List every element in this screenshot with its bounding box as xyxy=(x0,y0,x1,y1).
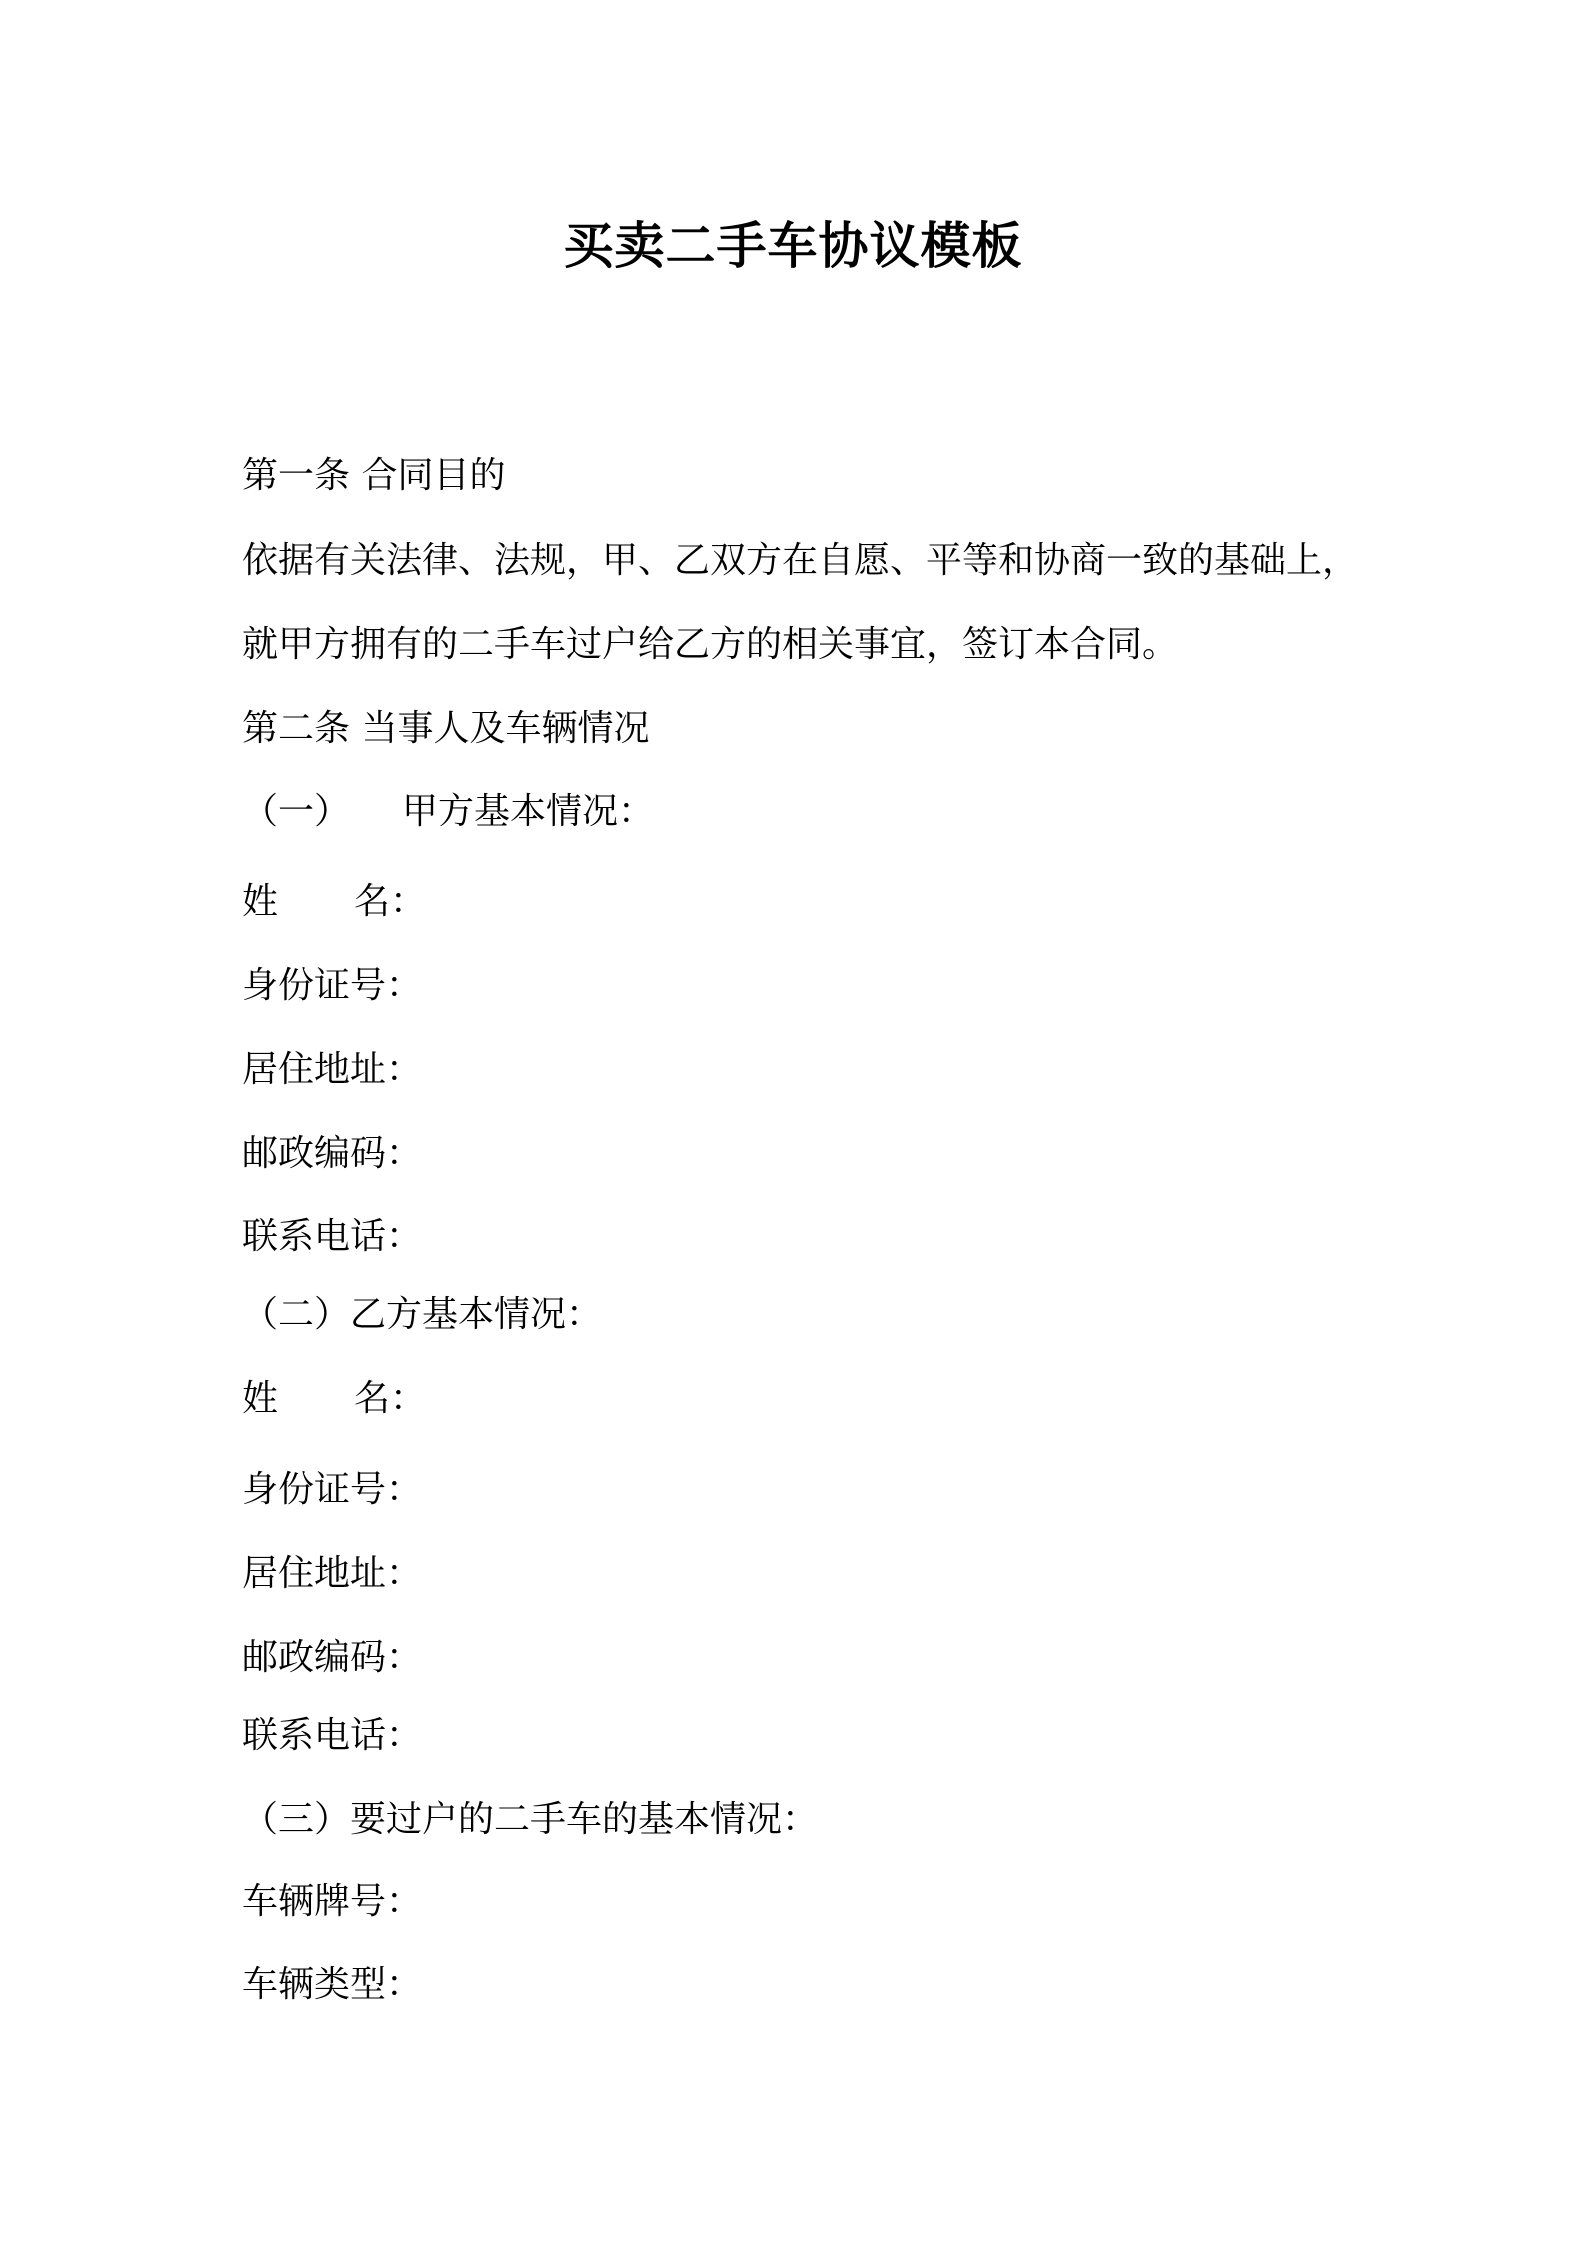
vehicle-type-label: 车辆类型： xyxy=(242,1964,423,2005)
article2-heading: 第二条 当事人及车辆情况 xyxy=(242,708,650,749)
party-a-heading-paren: （一） xyxy=(242,791,351,832)
party-a-address-label: 居住地址： xyxy=(242,1049,423,1090)
article1-paragraph-line2: 就甲方拥有的二手车过户给乙方的相关事宜，签订本合同。 xyxy=(242,624,1179,665)
party-b-address-label: 居住地址： xyxy=(242,1553,423,1594)
party-b-id-label: 身份证号： xyxy=(242,1469,423,1510)
party-a-name-label xyxy=(242,878,426,926)
party-b-name-char2: 名： xyxy=(354,1378,427,1419)
vehicle-heading: （三）要过户的二手车的基本情况： xyxy=(242,1799,819,1840)
party-b-phone-label: 联系电话： xyxy=(242,1715,423,1756)
article1-heading: 第一条 合同目的 xyxy=(242,455,506,496)
article1-paragraph-line1: 依据有关法律、法规，甲、乙双方在自愿、平等和协商一致的基础上， xyxy=(242,540,1359,581)
party-a-heading xyxy=(242,788,654,836)
party-a-postcode-label: 邮政编码： xyxy=(242,1133,423,1174)
party-b-name-label xyxy=(242,1375,426,1423)
document-title: 买卖二手车协议模板 xyxy=(563,217,1023,275)
party-b-heading: （二）乙方基本情况： xyxy=(242,1294,603,1335)
vehicle-plate-label: 车辆牌号： xyxy=(242,1881,423,1922)
party-b-postcode-label: 邮政编码： xyxy=(242,1637,423,1678)
party-a-name-char1: 姓 xyxy=(242,881,279,922)
party-a-heading-text: 甲方基本情况： xyxy=(402,791,655,832)
party-b-name-char1: 姓 xyxy=(242,1378,279,1419)
party-a-phone-label: 联系电话： xyxy=(242,1216,423,1257)
party-a-id-label: 身份证号： xyxy=(242,965,423,1006)
party-a-name-char2: 名： xyxy=(354,881,427,922)
